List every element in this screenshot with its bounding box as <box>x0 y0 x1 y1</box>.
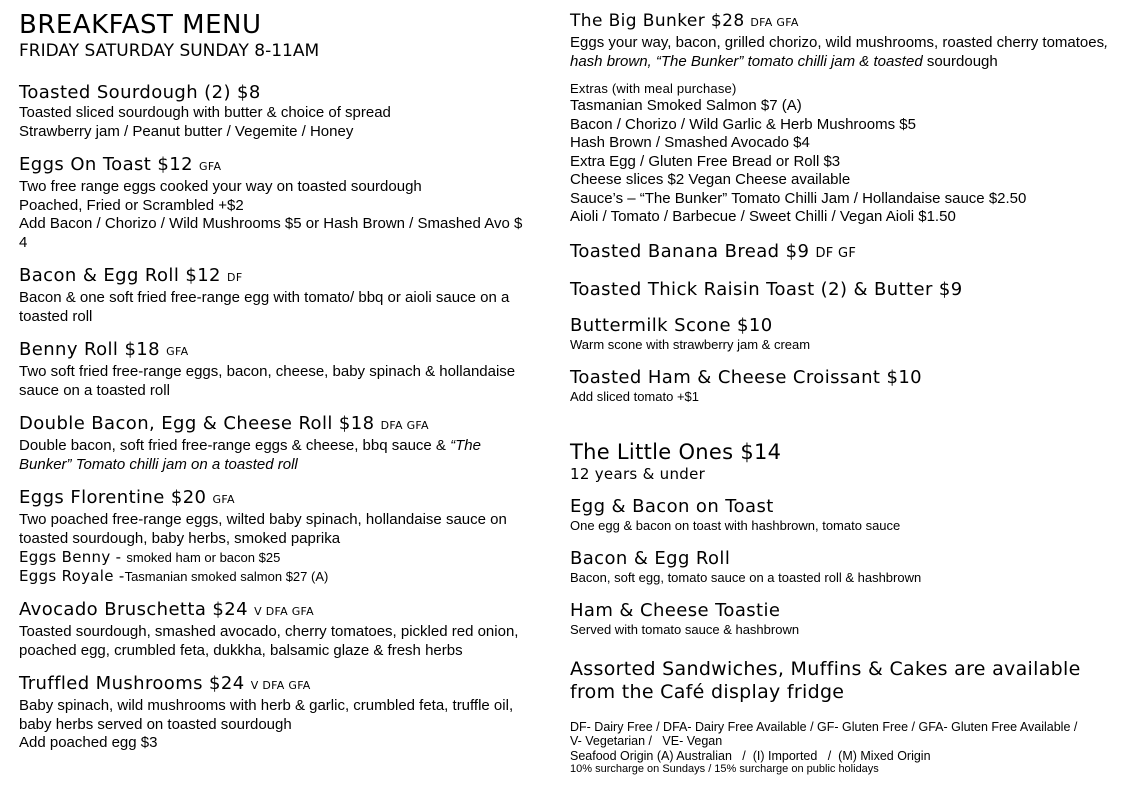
legend-line: V- Vegetarian / VE- Vegan <box>570 734 723 748</box>
seafood-origin-legend: Seafood Origin (A) Australian / (I) Imported / (M) Mixed Origin <box>570 748 931 763</box>
item-desc: Toasted sourdough, smashed avocado, cherry tomatoes, pickled red onion, poached egg, crumbled feta, dukkha, balsamic glaze & fresh herbs <box>19 623 519 659</box>
variant-eggs-benny: Eggs Benny - smoked ham or bacon $25 <box>19 548 281 566</box>
menu-item-truffled-mushrooms <box>19 673 529 753</box>
diet-tag: GFA <box>166 345 189 358</box>
item-desc: Add sliced tomato +$1 <box>570 388 699 404</box>
menu-hours: FRIDAY SATURDAY SUNDAY 8-11AM <box>19 41 320 61</box>
item-name: Avocado Bruschetta $24 V DFA GFA <box>19 599 314 620</box>
item-name: Toasted Thick Raisin Toast (2) & Butter $9 <box>570 278 963 300</box>
extras-line: Sauce’s – “The Bunker” Tomato Chilli Jam / Hollandaise sauce $2.50 <box>570 189 1027 207</box>
item-name: Buttermilk Scone $10 <box>570 314 773 336</box>
item-name: Bacon & Egg Roll <box>570 547 731 569</box>
item-name: Double Bacon, Egg & Cheese Roll $18 DFA GFA <box>19 413 429 434</box>
extras-line: Bacon / Chorizo / Wild Garlic & Herb Mushrooms $5 <box>570 115 916 133</box>
legend-line: DF- Dairy Free / DFA- Dairy Free Available / GF- Gluten Free / GFA- Gluten Free Available / <box>570 719 1078 734</box>
menu-item-eggs-florentine <box>19 487 529 586</box>
diet-tag: GFA <box>199 160 222 173</box>
extras-line: Extra Egg / Gluten Free Bread or Roll $3 <box>570 152 841 170</box>
item-desc: Poached, Fried or Scrambled +$2 <box>19 196 244 214</box>
kids-menu-title: The Little Ones $14 <box>570 439 782 464</box>
item-name: Eggs On Toast $12 GFA <box>19 154 222 175</box>
extras-section <box>570 81 1110 227</box>
extras-line: Hash Brown / Smashed Avocado $4 <box>570 134 810 151</box>
menu-item-banana-bread <box>570 241 1110 265</box>
kids-item-egg-bacon-toast <box>570 496 1110 534</box>
item-desc: Baby spinach, wild mushrooms with herb & garlic, crumbled feta, truffle oil, baby herbs served on toasted sourdough <box>19 697 514 733</box>
right-column <box>570 10 1110 776</box>
surcharge-note: 10% surcharge on Sundays / 15% surcharge on public holidays <box>570 763 879 775</box>
menu-item-buttermilk-scone <box>570 315 1110 353</box>
item-name: Toasted Sourdough (2) $8 <box>19 82 261 103</box>
item-desc: Eggs your way, bacon, grilled chorizo, wild mushrooms, roasted cherry tomatoes, hash brown, “The Bunker” tomato chilli jam & toasted sourdough <box>570 34 1109 70</box>
assorted-note: Assorted Sandwiches, Muffins & Cakes are available from the Café display fridge <box>570 657 1081 703</box>
item-desc: Add poached egg $3 <box>19 734 158 751</box>
menu-title: BREAKFAST MENU <box>19 10 262 40</box>
menu-item-bacon-egg-roll <box>19 265 529 326</box>
menu-item-avocado-bruschetta <box>19 599 529 660</box>
diet-tag: DFA GFA <box>750 16 799 29</box>
item-desc: One egg & bacon on toast with hashbrown, tomato sauce <box>570 517 901 533</box>
item-name: Egg & Bacon on Toast <box>570 495 774 517</box>
menu-item-double-bacon-roll <box>19 413 529 474</box>
menu-item-sourdough <box>19 82 529 141</box>
item-desc: Two free range eggs cooked your way on toasted sourdough <box>19 178 422 195</box>
left-column <box>19 10 529 766</box>
kids-item-ham-cheese-toastie <box>570 600 1110 638</box>
item-name: Eggs Florentine $20 GFA <box>19 487 235 508</box>
item-name: Toasted Banana Bread $9 DF GF <box>570 240 857 262</box>
kids-item-bacon-egg-roll <box>570 548 1110 586</box>
item-name: Ham & Cheese Toastie <box>570 599 781 621</box>
item-desc: Add Bacon / Chorizo / Wild Mushrooms $5 or Hash Brown / Smashed Avo $ 4 <box>19 215 523 251</box>
diet-tag: DF GF <box>815 245 857 261</box>
item-name: Toasted Ham & Cheese Croissant $10 <box>570 366 923 388</box>
item-desc: Two poached free-range eggs, wilted baby spinach, hollandaise sauce on toasted sourdough, baby herbs, smoked paprika <box>19 511 507 547</box>
item-desc: Toasted sliced sourdough with butter & choice of spread <box>19 104 391 121</box>
menu-item-big-bunker <box>570 10 1110 71</box>
item-name: Truffled Mushrooms $24 V DFA GFA <box>19 673 311 694</box>
extras-line: Aioli / Tomato / Barbecue / Sweet Chilli / Vegan Aioli $1.50 <box>570 208 956 225</box>
variant-eggs-royale: Eggs Royale -Tasmanian smoked salmon $27 (A) <box>19 567 329 585</box>
item-name: Bacon & Egg Roll $12 DF <box>19 265 243 286</box>
item-desc: Bacon, soft egg, tomato sauce on a toasted roll & hashbrown <box>570 569 922 585</box>
diet-tag: DF <box>227 271 243 284</box>
menu-item-ham-cheese-croissant <box>570 367 1110 405</box>
dietary-legend <box>570 720 1110 777</box>
item-name: Benny Roll $18 GFA <box>19 339 189 360</box>
extras-heading: Extras (with meal purchase) <box>570 81 737 96</box>
menu-item-eggs-on-toast <box>19 154 529 252</box>
item-desc: Double bacon, soft fried free-range eggs & cheese, bbq sauce & “The Bunker” Tomato chilli jam on a toasted roll <box>19 437 481 473</box>
extras-line: Tasmanian Smoked Salmon $7 (A) <box>570 97 802 114</box>
extras-line: Cheese slices $2 Vegan Cheese available <box>570 171 851 188</box>
diet-tag: GFA <box>212 493 235 506</box>
menu-item-benny-roll <box>19 339 529 400</box>
diet-tag: V DFA GFA <box>254 605 314 618</box>
kids-menu-age: 12 years & under <box>570 464 706 483</box>
item-desc: Strawberry jam / Peanut butter / Vegemite / Honey <box>19 122 354 140</box>
item-desc: Two soft fried free-range eggs, bacon, cheese, baby spinach & hollandaise sauce on a toasted roll <box>19 363 516 399</box>
item-name: The Big Bunker $28 DFA GFA <box>570 11 799 31</box>
item-desc: Bacon & one soft fried free-range egg with tomato/ bbq or aioli sauce on a toasted roll <box>19 289 510 325</box>
diet-tag: DFA GFA <box>380 419 429 432</box>
menu-item-raisin-toast <box>570 279 1110 301</box>
diet-tag: V DFA GFA <box>250 679 311 692</box>
item-desc: Warm scone with strawberry jam & cream <box>570 336 811 352</box>
item-desc: Served with tomato sauce & hashbrown <box>570 621 800 637</box>
